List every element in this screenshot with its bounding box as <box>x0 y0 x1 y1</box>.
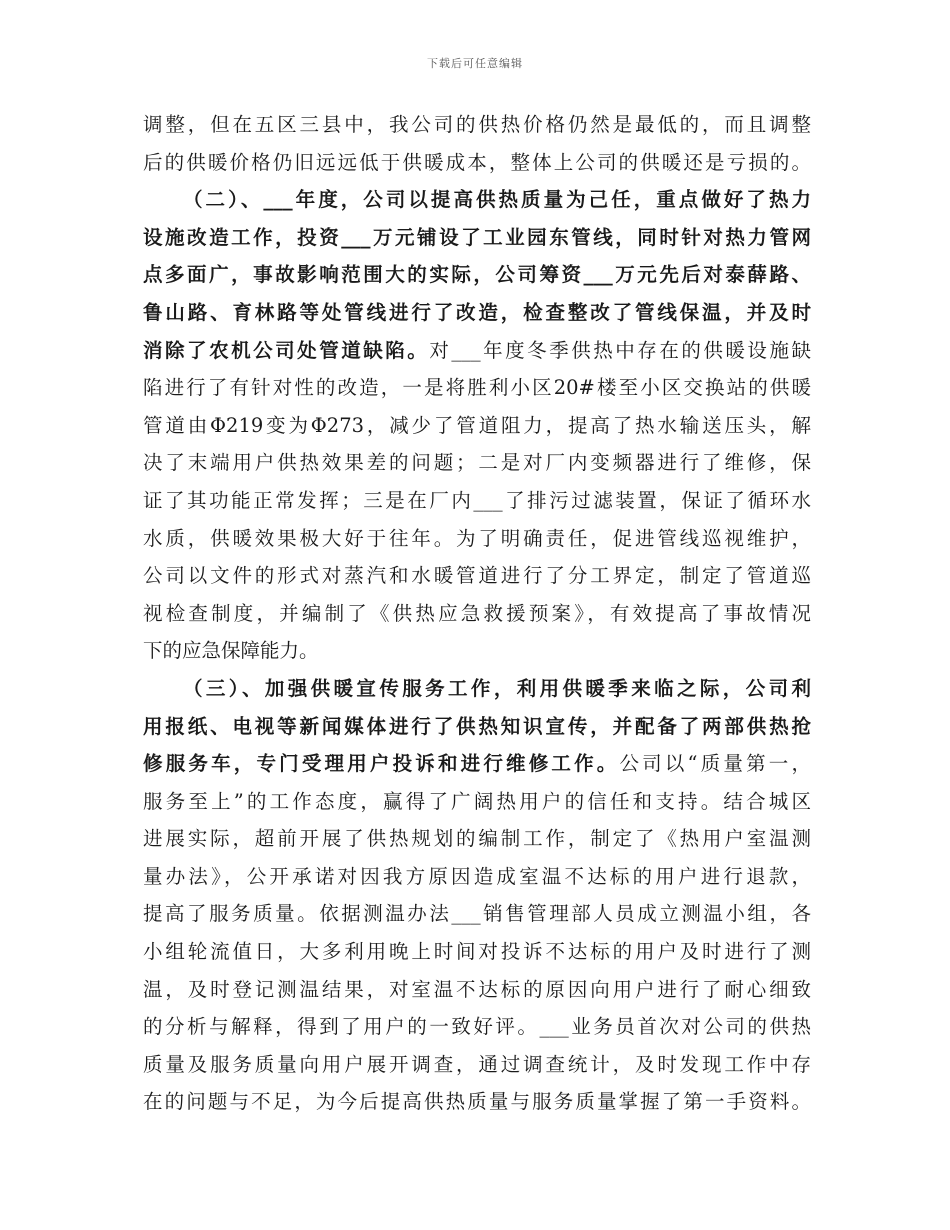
text-segment: 提高了服务质量。依据测温办法___销售管理部人员成立测温小组，各 <box>143 902 811 926</box>
text-segment: 对___年度冬季供热中存在的供暖设施缺 <box>429 338 811 362</box>
bold-text-segment: （三）、加强供暖宣传服务工作，利用供暖季来临之际，公司利 <box>183 676 811 700</box>
text-line <box>143 632 811 670</box>
text-segment: 陷进行了有针对性的改造，一是将胜利小区20#楼至小区交换站的供暖 <box>143 376 811 400</box>
bold-text-segment: 点多面广，事故影响范围大的实际，公司筹资___万元先后对泰薛路、 <box>143 263 811 287</box>
text-segment: 决了末端用户供热效果差的问题；二是对厂内变频器进行了维修，保 <box>143 451 811 475</box>
text-line <box>143 895 811 933</box>
text-line <box>143 933 811 971</box>
text-line <box>143 294 811 332</box>
text-segment: 服务至上”的工作态度，赢得了广阔热用户的信任和支持。结合城区 <box>143 789 811 813</box>
text-segment: 视检查制度，并编制了《供热应急救援预案》，有效提高了事故情况 <box>143 601 811 625</box>
text-segment: 进展实际，超前开展了供热规划的编制工作，制定了《热用户室温测 <box>143 827 811 851</box>
text-line <box>143 407 811 445</box>
text-line <box>143 745 811 783</box>
text-segment: 证了其功能正常发挥；三是在厂内___了排污过滤装置，保证了循环水 <box>143 488 811 512</box>
text-segment: 后的供暖价格仍旧远远低于供暖成本，整体上公司的供暖还是亏损的。 <box>143 150 811 174</box>
text-line <box>143 444 811 482</box>
text-line <box>143 1008 811 1046</box>
text-line <box>143 1083 811 1121</box>
text-line <box>143 1046 811 1084</box>
page-header: 下载后可任意编辑 <box>427 57 523 70</box>
text-segment: 的分析与解释，得到了用户的一致好评。___业务员首次对公司的供热 <box>143 1015 811 1039</box>
text-line <box>143 106 811 144</box>
text-line <box>143 783 811 821</box>
text-line <box>143 369 811 407</box>
text-segment: 下的应急保障能力。 <box>143 639 319 663</box>
text-line <box>143 708 811 746</box>
text-segment: 小组轮流值日，大多利用晚上时间对投诉不达标的用户及时进行了测 <box>143 940 811 964</box>
text-segment: 管道由Φ219变为Φ273，减少了管道阻力，提高了热水输送压头，解 <box>143 413 811 437</box>
text-line <box>143 256 811 294</box>
text-segment: 公司以“质量第一， <box>619 752 811 776</box>
text-line <box>143 219 811 257</box>
document-body <box>143 106 811 1121</box>
text-line <box>143 971 811 1009</box>
text-segment: 量办法》，公开承诺对因我方原因造成室温不达标的用户进行退款， <box>143 864 811 888</box>
text-segment: 质量及服务质量向用户展开调查，通过调查统计，及时发现工作中存 <box>143 1052 811 1076</box>
text-line <box>143 482 811 520</box>
text-segment: 在的问题与不足，为今后提高供热质量与服务质量掌握了第一手资料。 <box>143 1090 811 1114</box>
bold-text-segment: 鲁山路、育林路等处管线进行了改造，检查整改了管线保温，并及时 <box>143 300 811 324</box>
text-segment: 调整，但在五区三县中，我公司的供热价格仍然是最低的，而且调整 <box>143 113 811 136</box>
text-line <box>143 670 811 708</box>
text-line <box>143 144 811 182</box>
text-line <box>143 557 811 595</box>
text-segment: 公司以文件的形式对蒸汽和水暖管道进行了分工界定，制定了管道巡 <box>143 564 811 588</box>
bold-text-segment: 设施改造工作，投资___万元铺设了工业园东管线，同时针对热力管网 <box>143 225 811 249</box>
text-line <box>143 332 811 370</box>
text-segment: 水质，供暖效果极大好于往年。为了明确责任，促进管线巡视维护， <box>143 526 811 550</box>
text-line <box>143 858 811 896</box>
bold-text-segment: 修服务车，专门受理用户投诉和进行维修工作。 <box>143 752 620 776</box>
bold-text-segment: 消除了农机公司处管道缺陷。 <box>143 338 430 362</box>
text-line <box>143 595 811 633</box>
text-line <box>143 520 811 558</box>
text-segment: 温，及时登记测温结果，对室温不达标的原因向用户进行了耐心细致 <box>143 977 811 1001</box>
text-line <box>143 181 811 219</box>
bold-text-segment: （二）、___年度，公司以提高供热质量为己任，重点做好了热力 <box>183 188 811 212</box>
text-line <box>143 820 811 858</box>
bold-text-segment: 用报纸、电视等新闻媒体进行了供热知识宣传，并配备了两部供热抢 <box>143 714 811 738</box>
